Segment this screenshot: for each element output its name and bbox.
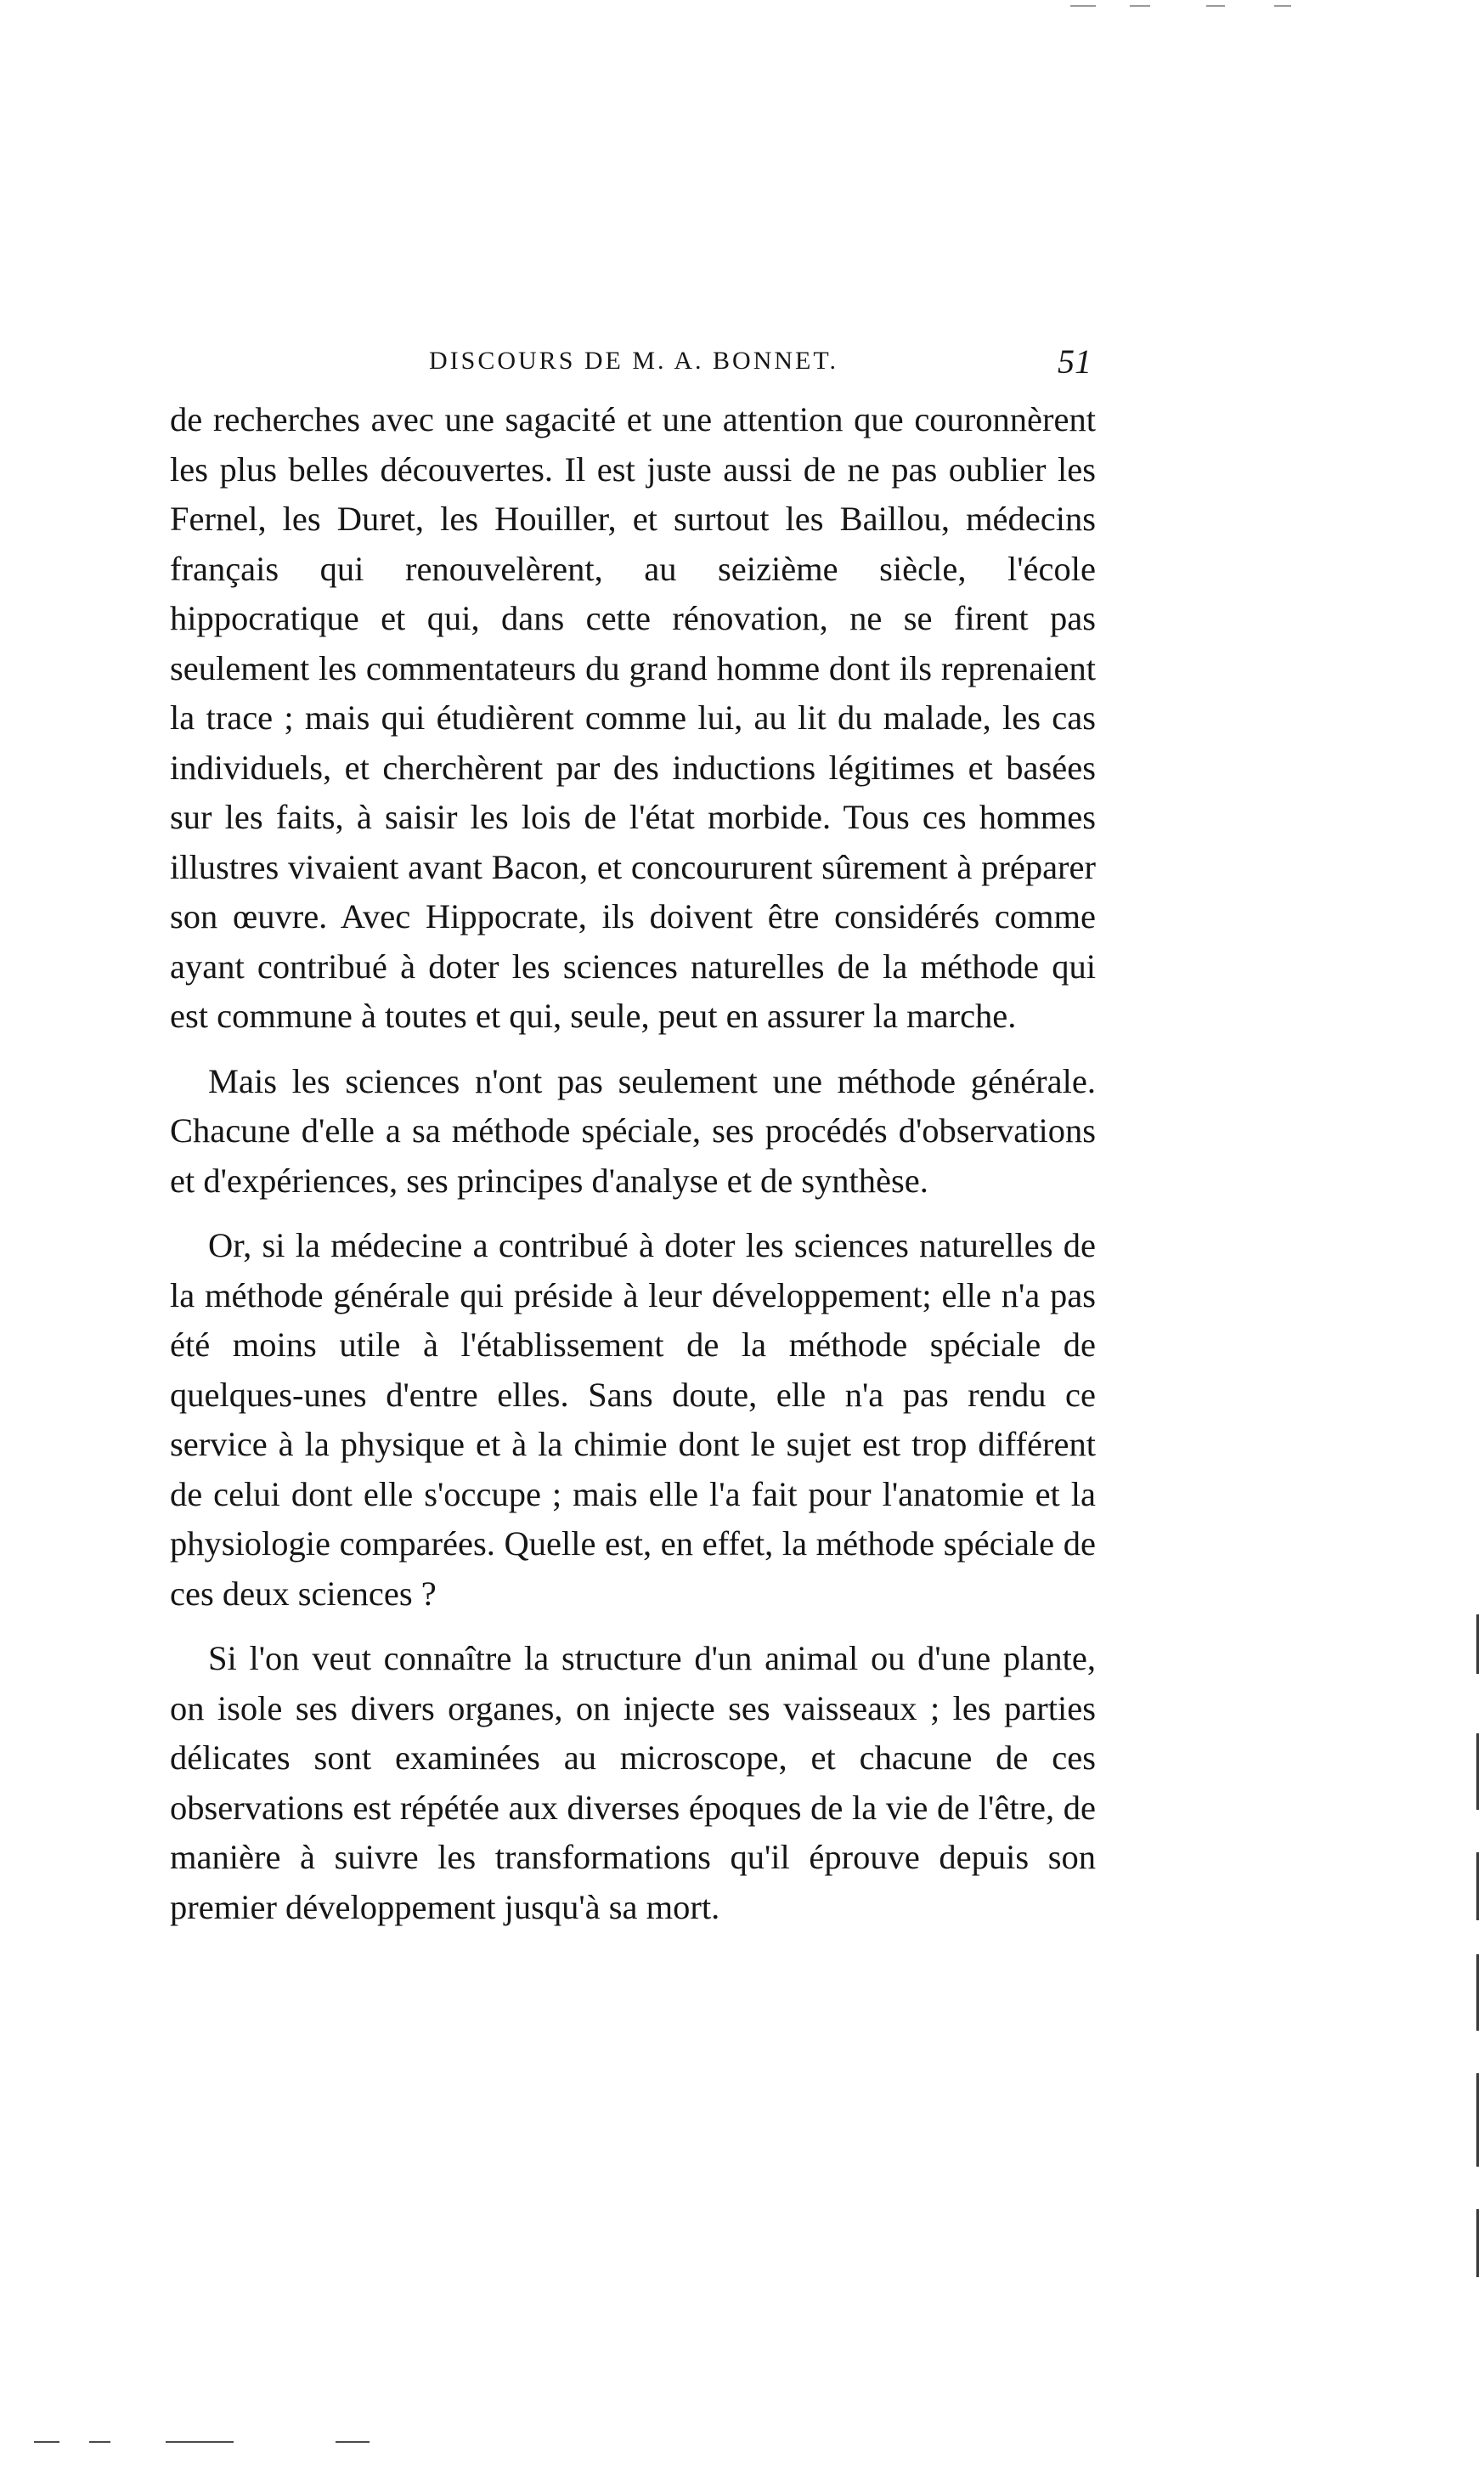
running-title: DISCOURS DE M. A. BONNET.	[429, 347, 838, 375]
margin-scan-mark	[1476, 1954, 1479, 2031]
bottom-scan-mark	[34, 2441, 59, 2443]
margin-scan-mark	[1476, 2209, 1479, 2277]
margin-scan-mark	[1476, 2073, 1479, 2167]
bottom-scan-mark	[166, 2441, 234, 2443]
top-scan-mark	[1274, 5, 1291, 7]
bottom-scan-mark	[89, 2441, 110, 2443]
paragraph: de recherches avec une sagacité et une attention que couronnèrent les plus belles découvertes. Il est juste aussi de ne pas oublier les Fernel, les Duret, les Houiller, et surtout les Baillou, médecins français qui renouvelèrent, au seizième siècle, l'école hippocratique et qui, dans cette rénovation, ne se firent pas seulement les commentateurs du grand homme dont ils reprenaient la trace ; mais qui étudièrent comme lui, au lit du malade, les cas individuels, et cherchèrent par des inductions légitimes et basées sur les faits, à saisir les lois de l'état morbide. Tous ces hommes illustres vivaient avant Bacon, et concoururent sûrement à préparer son œuvre. Avec Hippocrate, ils doivent être considérés comme ayant contribué à doter les sciences naturelles de la méthode qui est commune à toutes et qui, seule, peut en assurer la marche.	[170, 400, 1096, 1035]
body-text	[170, 395, 1096, 1947]
paragraph: Si l'on veut connaître la structure d'un animal ou d'une plante, on isole ses divers organes, on injecte ses vaisseaux ; les parties délicates sont examinées au microscope, et chacune de ces observations est répétée aux diverses époques de la vie de l'être, de manière à suivre les transformations qu'il éprouve depuis son premier développement jusqu'à sa mort.	[170, 1639, 1096, 1926]
page-number: 51	[1058, 342, 1092, 381]
top-scan-mark	[1206, 5, 1225, 7]
paragraph: Or, si la médecine a contribué à doter les sciences naturelles de la méthode générale qui préside à leur développement; elle n'a pas été moins utile à l'établissement de la méthode spéciale de quelques-unes d'entre elles. Sans doute, elle n'a pas rendu ce service à la physique et à la chimie dont le sujet est trop différent de celui dont elle s'occupe ; mais elle l'a fait pour l'anatomie et la physiologie comparées. Quelle est, en effet, la méthode spéciale de ces deux sciences ?	[170, 1226, 1096, 1613]
margin-scan-mark	[1476, 1852, 1479, 1920]
margin-scan-mark	[1476, 1733, 1479, 1810]
top-scan-mark	[1070, 5, 1096, 7]
paragraph: Mais les sciences n'ont pas seulement une méthode générale. Chacune d'elle a sa méthode spéciale, ses procédés d'observations et d'expériences, ses principes d'analyse et de synthèse.	[170, 1061, 1096, 1200]
bottom-scan-mark	[336, 2441, 370, 2443]
margin-scan-mark	[1476, 1614, 1479, 1674]
top-scan-mark	[1130, 5, 1150, 7]
running-head	[429, 342, 1092, 384]
